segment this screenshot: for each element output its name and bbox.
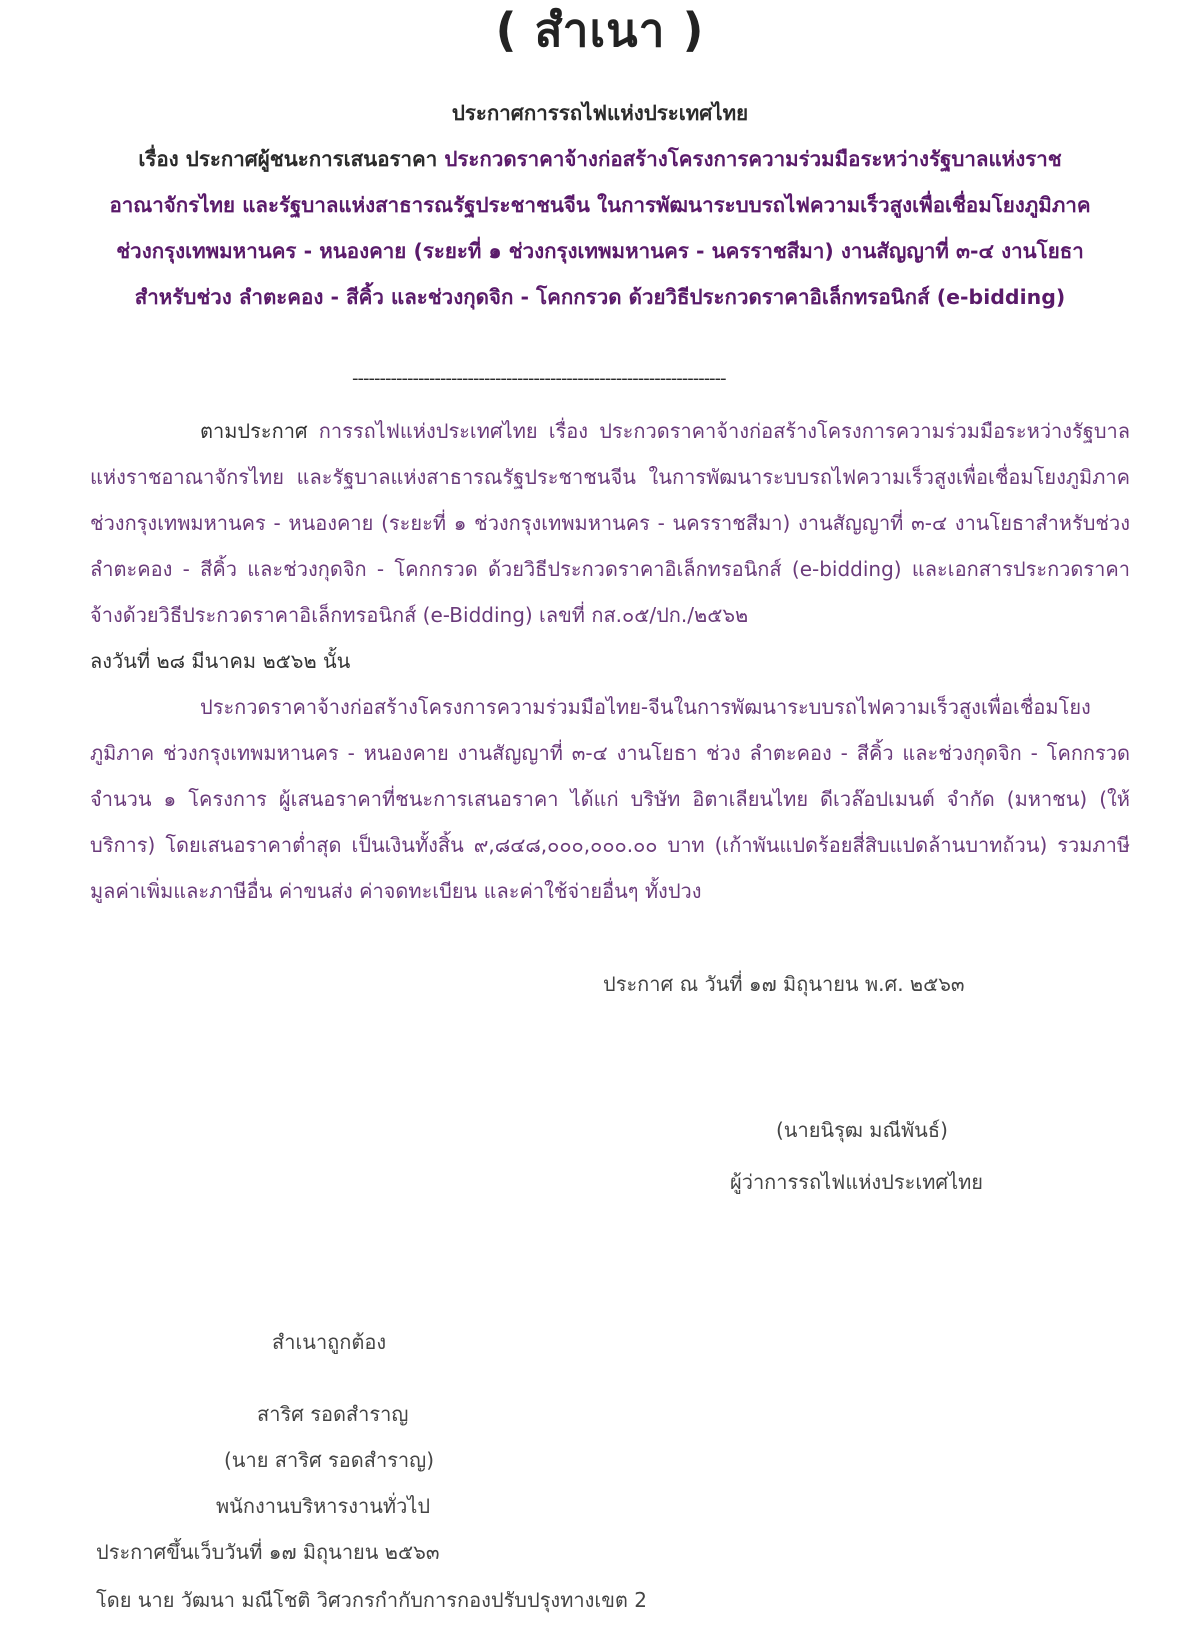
- copy-stamp: ( สำเนา ): [495, 3, 705, 57]
- paragraph-lead: ตามประกาศ: [200, 419, 308, 443]
- paragraph-reference-date: ลงวันที่ ๒๘ มีนาคม ๒๕๖๒ นั้น: [90, 649, 351, 673]
- certifier-position: พนักงานบริหารงานทั่วไป: [216, 1494, 431, 1518]
- paragraph-winner-body: ประกวดราคาจ้างก่อสร้างโครงการความร่วมมือไทย-จีนในการพัฒนาระบบรถไฟความเร็วสูงเพื่อเชื่อมโยงภูมิภาค ช่วงกรุงเทพมหานคร - หนองคาย งานสัญญาที่ ๓-๔ งานโยธา ช่วง ลำตะคอง - สีคิ้ว และช่วงกุดจิก - โคกกรวด จำนวน ๑ โครงการ ผู้เสนอราคาที่ชนะการเสนอราคา ได้แก่ บริษัท อิตาเลียนไทย ดีเวล๊อปเมนต์ จำกัด (มหาชน) (ให้บริการ) โดยเสนอราคาต่ำสุด เป็นเงินทั้งสิ้น ๙,๘๔๘,๐๐๐,๐๐๐.๐๐ บาท (เก้าพันแปดร้อยสี่สิบแปดล้านบาทถ้วน) รวมภาษีมูลค่าเพิ่มและภาษีอื่น ค่าขนส่ง ค่าจดทะเบียน และค่าใช้จ่ายอื่นๆ ทั้งปวง: [90, 695, 1130, 903]
- announcement-heading: [100, 90, 1100, 320]
- paragraph-reference-body: การรถไฟแห่งประเทศไทย เรื่อง ประกวดราคาจ้างก่อสร้างโครงการความร่วมมือระหว่างรัฐบาลแห่งราชอาณาจักรไทย และรัฐบาลแห่งสาธารณรัฐประชาชนจีน ในการพัฒนาระบบรถไฟความเร็วสูงเพื่อเชื่อมโยงภูมิภาค ช่วงกรุงเทพมหานคร - หนองคาย (ระยะที่ ๑ ช่วงกรุงเทพมหานคร - นครราชสีมา) งานสัญญาที่ ๓-๔ งานโยธาสำหรับช่วง ลำตะคอง - สีคิ้ว และช่วงกุดจิก - โคกกรวด ด้วยวิธีประกวดราคาอิเล็กทรอนิกส์ (e-bidding) และเอกสารประกวดราคาจ้างด้วยวิธีประกวดราคาอิเล็กทรอนิกส์ (e-Bidding) เลขที่ กส.๐๕/ปก./๒๕๖๒: [90, 419, 1130, 627]
- posted-by: โดย นาย วัฒนา มณีโชติ วิศวกรกำกับการกองปรับปรุงทางเขต 2: [96, 1588, 647, 1612]
- announce-date: ประกาศ ณ วันที่ ๑๗ มิถุนายน พ.ศ. ๒๕๖๓: [603, 972, 965, 996]
- signer-name: (นายนิรุฒ มณีพันธ์): [776, 1118, 948, 1142]
- signer-title: ผู้ว่าการรถไฟแห่งประเทศไทย: [730, 1170, 984, 1194]
- certifier-name: (นาย สาริศ รอดสำราญ): [224, 1448, 435, 1472]
- subject-label: เรื่อง ประกาศผู้ชนะการเสนอราคา: [138, 147, 438, 171]
- paragraph-winner: [90, 684, 1130, 914]
- divider-line: --------------------------------------------------------------------: [352, 368, 726, 389]
- subject-title: ประกวดราคาจ้างก่อสร้างโครงการความร่วมมือระหว่างรัฐบาลแห่งราชอาณาจักรไทย และรัฐบาลแห่งสาธารณรัฐประชาชนจีน ในการพัฒนาระบบรถไฟความเร็วสูงเพื่อเชื่อมโยงภูมิภาค ช่วงกรุงเทพมหานคร - หนองคาย (ระยะที่ ๑ ช่วงกรุงเทพมหานคร - นครราชสีมา) งานสัญญาที่ ๓-๔ งานโยธาสำหรับช่วง ลำตะคอง - สีคิ้ว และช่วงกุดจิก - โคกกรวด ด้วยวิธีประกวดราคาอิเล็กทรอนิกส์ (e-bidding): [109, 147, 1091, 309]
- paragraph-reference: [90, 408, 1130, 684]
- certified-copy-label: สำเนาถูกต้อง: [272, 1330, 387, 1354]
- certifier-signature: สาริศ รอดสำราญ: [257, 1402, 409, 1426]
- organization-title: ประกาศการรถไฟแห่งประเทศไทย: [451, 101, 749, 125]
- web-posted-date: ประกาศขึ้นเว็บวันที่ ๑๗ มิถุนายน ๒๕๖๓: [96, 1540, 440, 1564]
